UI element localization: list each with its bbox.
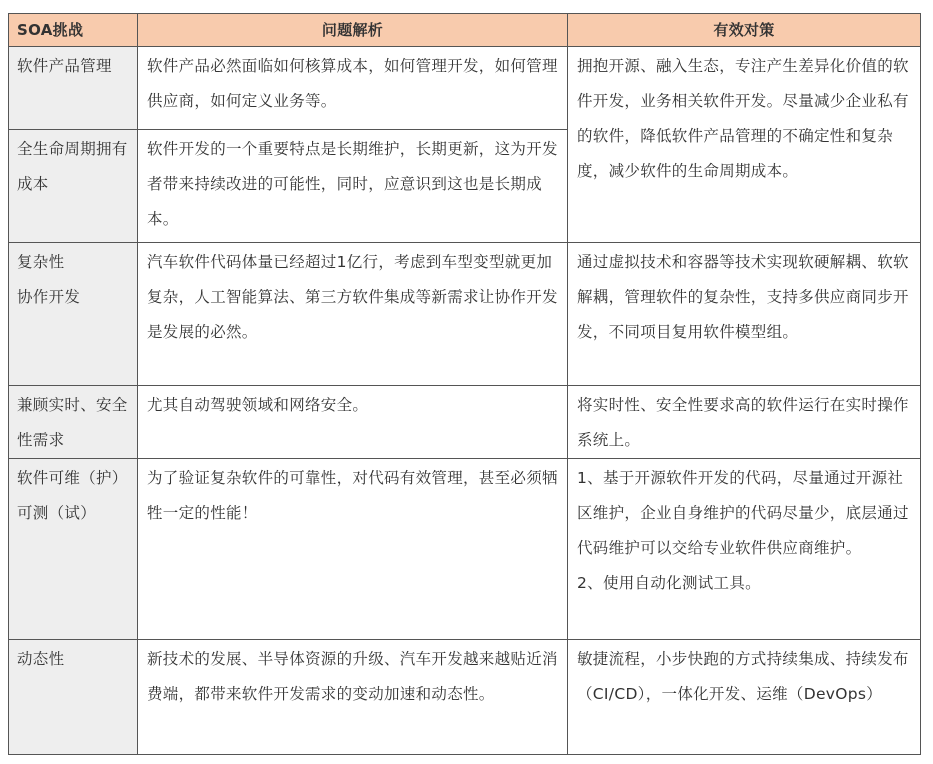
challenge-cell xyxy=(9,243,138,386)
table-row xyxy=(9,243,921,386)
solution-text-item-1: 1、基于开源软件开发的代码，尽量通过开源社区维护，企业自身维护的代码尽量少，底层通过代码维护可以交给专业软件供应商维护。 xyxy=(577,469,909,557)
analysis-cell xyxy=(138,243,568,386)
header-problem-analysis: 问题解析 xyxy=(138,14,568,47)
analysis-text: 软件产品必然面临如何核算成本，如何管理开发，如何管理供应商，如何定义业务等。 xyxy=(147,57,558,110)
challenge-cell xyxy=(9,130,138,243)
header-effective-measures: 有效对策 xyxy=(568,14,921,47)
challenge-cell xyxy=(9,386,138,459)
challenge-text: 软件产品管理 xyxy=(17,57,112,75)
table-row xyxy=(9,640,921,755)
analysis-cell xyxy=(138,47,568,130)
solution-text: 将实时性、安全性要求高的软件运行在实时操作系统上。 xyxy=(577,396,909,449)
soa-challenges-table xyxy=(8,13,921,755)
challenge-text: 软件可维（护）可测（试） xyxy=(17,469,128,522)
analysis-text: 软件开发的一个重要特点是长期维护，长期更新，这为开发者带来持续改进的可能性，同时，应意识到这也是长期成本。 xyxy=(147,140,558,228)
table-row xyxy=(9,47,921,130)
header-soa-challenge: SOA挑战 xyxy=(9,14,138,47)
challenge-text-line2: 协作开发 xyxy=(17,288,81,306)
challenge-text: 兼顾实时、安全性需求 xyxy=(17,396,128,449)
solution-cell xyxy=(568,459,921,640)
analysis-cell xyxy=(138,459,568,640)
table-header-row xyxy=(9,14,921,47)
analysis-text: 汽车软件代码体量已经超过1亿行，考虑到车型变型就更加复杂，人工智能算法、第三方软件集成等新需求让协作开发是发展的必然。 xyxy=(147,253,558,341)
solution-cell xyxy=(568,640,921,755)
table-row xyxy=(9,386,921,459)
analysis-text: 尤其自动驾驶领域和网络安全。 xyxy=(147,396,369,414)
challenge-text: 全生命周期拥有成本 xyxy=(17,140,128,193)
analysis-text: 为了验证复杂软件的可靠性，对代码有效管理，甚至必须牺牲一定的性能！ xyxy=(147,469,558,522)
challenge-cell xyxy=(9,47,138,130)
solution-text: 通过虚拟技术和容器等技术实现软硬解耦、软软解耦，管理软件的复杂性，支持多供应商同步开发，不同项目复用软件模型组。 xyxy=(577,253,909,341)
analysis-text: 新技术的发展、半导体资源的升级、汽车开发越来越贴近消费端，都带来软件开发需求的变动加速和动态性。 xyxy=(147,650,558,703)
challenge-text: 动态性 xyxy=(17,650,65,668)
challenge-text-line1: 复杂性 xyxy=(17,253,65,271)
solution-cell xyxy=(568,386,921,459)
solution-text-item-2: 2、使用自动化测试工具。 xyxy=(577,574,761,592)
solution-cell xyxy=(568,243,921,386)
analysis-cell xyxy=(138,640,568,755)
challenge-cell xyxy=(9,640,138,755)
solution-cell xyxy=(568,47,921,243)
table-row xyxy=(9,459,921,640)
analysis-cell xyxy=(138,130,568,243)
challenge-cell xyxy=(9,459,138,640)
solution-text: 拥抱开源、融入生态，专注产生差异化价值的软件开发，业务相关软件开发。尽量减少企业私有的软件，降低软件产品管理的不确定性和复杂度，减少软件的生命周期成本。 xyxy=(577,57,909,180)
solution-text: 敏捷流程，小步快跑的方式持续集成、持续发布（CI/CD），一体化开发、运维（DevOps） xyxy=(577,650,909,703)
analysis-cell xyxy=(138,386,568,459)
